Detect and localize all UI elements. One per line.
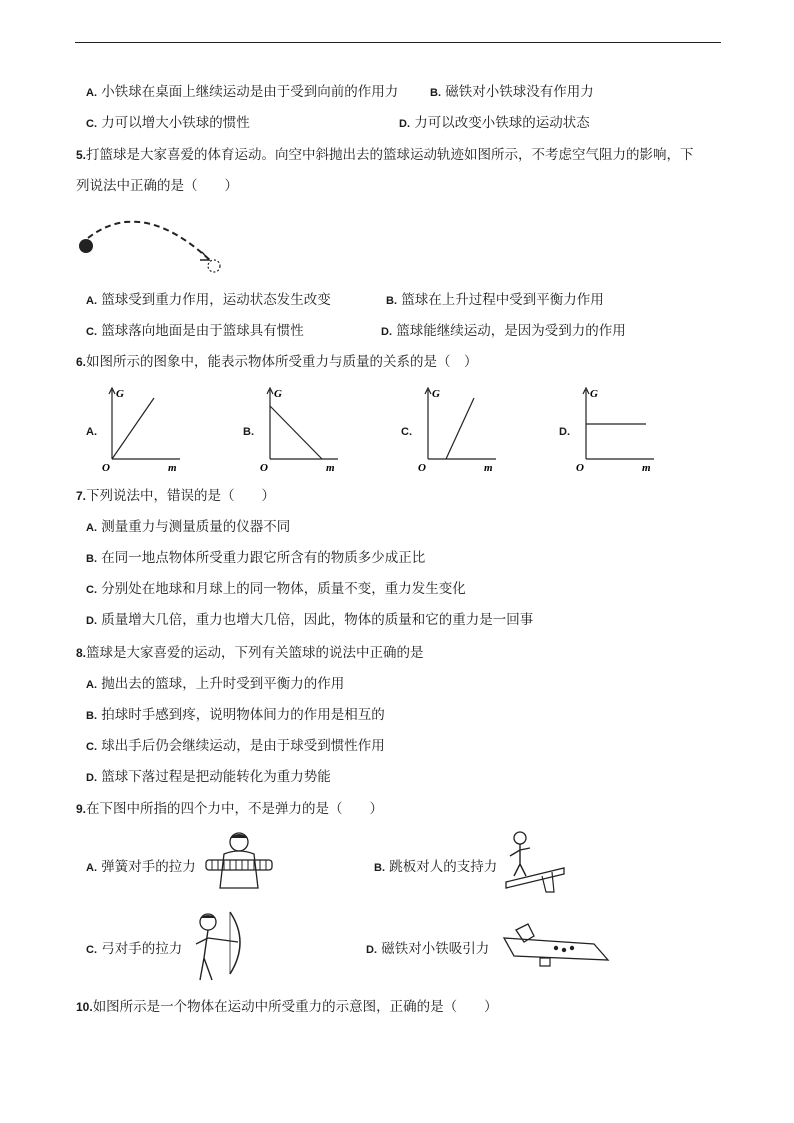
basketball-end [208,260,220,272]
graph-a [100,384,190,474]
diving-board-picture [502,828,568,896]
q4-option-b: B. 磁铁对小铁球没有作用力 [430,84,594,100]
q5-stem-line1: 5.打篮球是大家喜爱的体育运动。向空中斜抛出去的篮球运动轨迹如图所示，不考虑空气阻力的影响，下 [76,147,694,163]
q4-option-d: D. 力可以改变小铁球的运动状态 [399,115,590,131]
graph-c-x-label: m [484,462,493,474]
q9-option-b: B. 跳板对人的支持力 [374,859,498,875]
bow-archer-picture [186,908,248,984]
q5-option-b: B. 篮球在上升过程中受到平衡力作用 [386,292,604,308]
graph-c-origin: O [418,462,426,474]
graph-b-y-label: G [274,388,282,400]
header-rule [75,42,721,43]
q5-option-d: D. 篮球能继续运动，是因为受到力的作用 [381,323,626,339]
graph-c-line [446,398,474,459]
q8-option-c: C. 球出手后仍会继续运动，是由于球受到惯性作用 [86,738,385,754]
graph-d-origin: O [576,462,584,474]
q7-option-d: D. 质量增大几倍，重力也增大几倍，因此，物体的质量和它的重力是一回事 [86,612,534,628]
q7-stem: 7.下列说法中，错误的是（ ） [76,488,276,504]
graph-d-x-label: m [642,462,651,474]
q4-option-a: A. 小铁球在桌面上继续运动是由于受到向前的作用力 [86,84,399,100]
q8-option-d: D. 篮球下落过程是把动能转化为重力势能 [86,769,331,785]
q6-graph-c-label: C. [401,426,412,438]
basketball-trajectory-figure [72,202,232,280]
q5-stem-line2: 列说法中正确的是（ ） [76,178,238,194]
q4-option-c: C. 力可以增大小铁球的惯性 [86,115,250,131]
graph-c-y-label: G [432,388,440,400]
q7-option-b: B. 在同一地点物体所受重力跟它所含有的物质多少成正比 [86,550,426,566]
graph-b-origin: O [260,462,268,474]
trajectory-path [88,222,212,262]
q8-option-b: B. 拍球时手感到疼，说明物体间力的作用是相互的 [86,707,385,723]
graph-d [574,384,664,474]
graph-a-origin: O [102,462,110,474]
q9-option-d: D. 磁铁对小铁吸引力 [366,941,490,957]
basketball-start [79,239,93,253]
q5-option-a: A. 篮球受到重力作用，运动状态发生改变 [86,292,331,308]
graph-d-y-label: G [590,388,598,400]
q9-option-a: A. 弹簧对手的拉力 [86,859,196,875]
q6-graph-a-label: A. [86,426,97,438]
q6-graph-d-label: D. [559,426,570,438]
graph-a-y-label: G [116,388,124,400]
q9-option-c: C. 弓对手的拉力 [86,941,183,957]
q9-stem: 9.在下图中所指的四个力中，不是弹力的是（ ） [76,801,384,817]
q10-stem: 10.如图所示是一个物体在运动中所受重力的示意图，正确的是（ ） [76,999,498,1015]
q6-graph-b-label: B. [243,426,254,438]
magnet-iron-ball-picture [498,918,610,972]
q7-option-a: A. 测量重力与测量质量的仪器不同 [86,519,291,535]
graph-c [416,384,506,474]
graph-b-line [270,406,322,459]
spring-puller-picture [202,828,276,896]
q6-stem: 6.如图所示的图象中，能表示物体所受重力与质量的关系的是（ ） [76,354,478,370]
graph-a-x-label: m [168,462,177,474]
graph-b [258,384,348,474]
q7-option-c: C. 分别处在地球和月球上的同一物体，质量不变，重力发生变化 [86,581,466,597]
q8-stem: 8.篮球是大家喜爱的运动，下列有关篮球的说法中正确的是 [76,645,424,661]
graph-b-x-label: m [326,462,335,474]
q8-option-a: A. 抛出去的篮球，上升时受到平衡力的作用 [86,676,345,692]
graph-a-line [112,398,154,459]
q5-option-c: C. 篮球落向地面是由于篮球具有惯性 [86,323,304,339]
